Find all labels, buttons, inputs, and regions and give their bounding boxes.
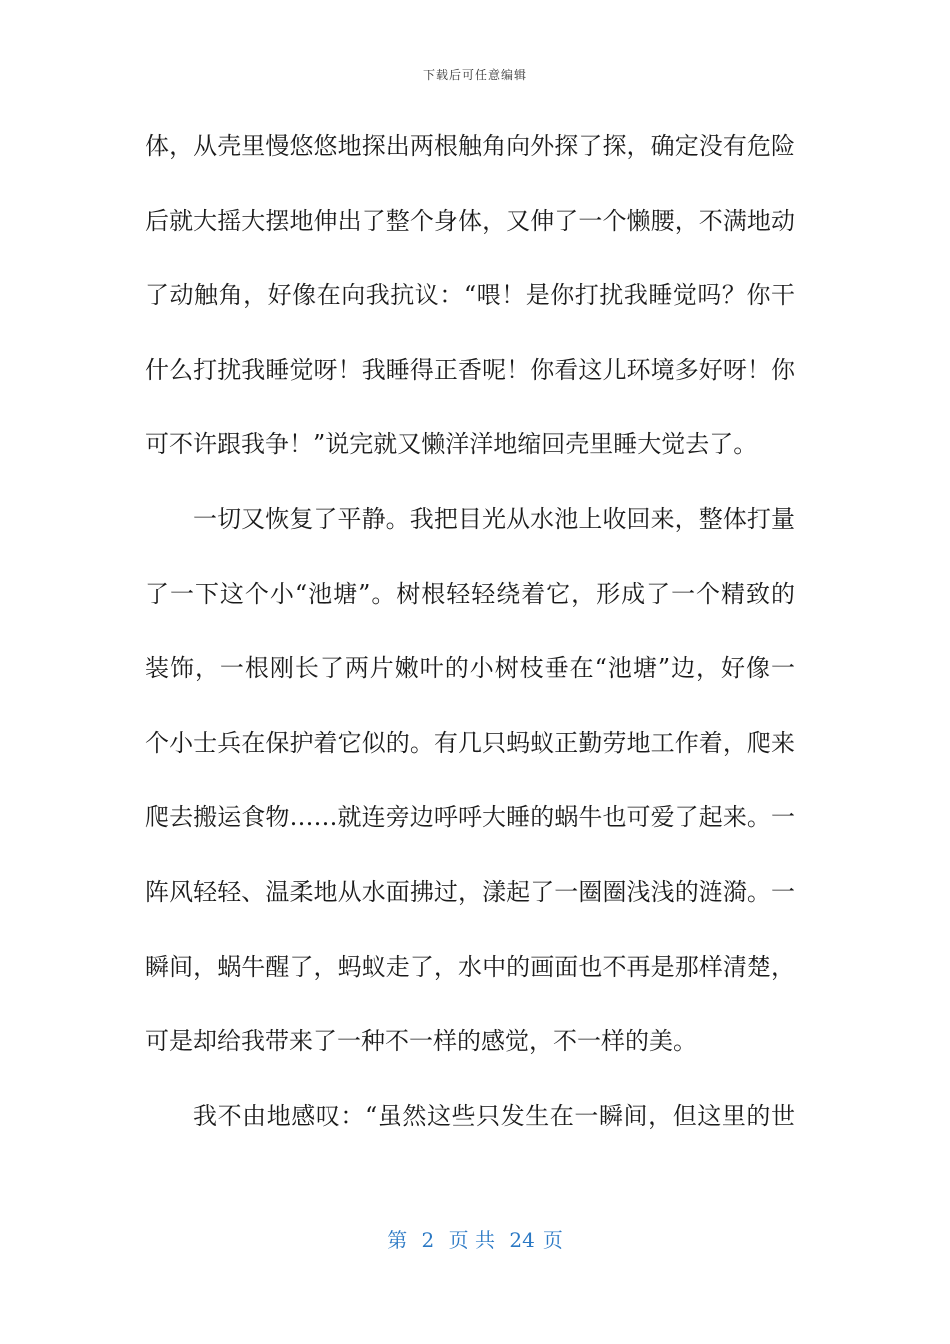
text-line: 爬去搬运食物……就连旁边呼呼大睡的蜗牛也可爱了起来。一 <box>145 803 795 832</box>
footer-middle: 页 共 <box>448 1228 495 1252</box>
text-line: 瞬间，蜗牛醒了，蚂蚁走了，水中的画面也不再是那样清楚， <box>145 952 795 981</box>
text-line: 了动触角，好像在向我抗议：“喂！是你打扰我睡觉吗？你干 <box>145 281 795 310</box>
page-header: 下载后可任意编辑 <box>422 68 527 82</box>
footer-prefix: 第 <box>387 1228 408 1252</box>
footer-suffix: 页 <box>542 1228 563 1252</box>
text-line: 个小士兵在保护着它似的。有几只蚂蚁正勤劳地工作着，爬来 <box>145 728 795 757</box>
document-body <box>145 118 795 1162</box>
text-line: 装饰，一根刚长了两片嫩叶的小树枝垂在“池塘”边，好像一 <box>145 654 795 683</box>
text-line: 阵风轻轻、温柔地从水面拂过，漾起了一圈圈浅浅的涟漪。一 <box>145 877 795 906</box>
paragraph-start-line: 一切又恢复了平静。我把目光从水池上收回来，整体打量 <box>193 504 795 533</box>
text-line: 可是却给我带来了一种不一样的感觉，不一样的美。 <box>145 1027 697 1056</box>
current-page-number: 2 <box>421 1228 435 1252</box>
text-line: 后就大摇大摆地伸出了整个身体，又伸了一个懒腰，不满地动 <box>145 206 795 235</box>
page-footer <box>0 1224 950 1253</box>
text-line: 体，从壳里慢悠悠地探出两根触角向外探了探，确定没有危险 <box>145 132 795 160</box>
text-line: 什么打扰我睡觉呀！我睡得正香呢！你看这儿环境多好呀！你 <box>145 355 795 384</box>
paragraph-start-line: 我不由地感叹：“虽然这些只发生在一瞬间，但这里的世 <box>193 1101 795 1130</box>
total-page-count: 24 <box>509 1228 535 1252</box>
text-line: 了一下这个小“池塘”。树根轻轻绕着它，形成了一个精致的 <box>145 579 795 608</box>
text-line: 可不许跟我争！”说完就又懒洋洋地缩回壳里睡大觉去了。 <box>145 430 758 459</box>
